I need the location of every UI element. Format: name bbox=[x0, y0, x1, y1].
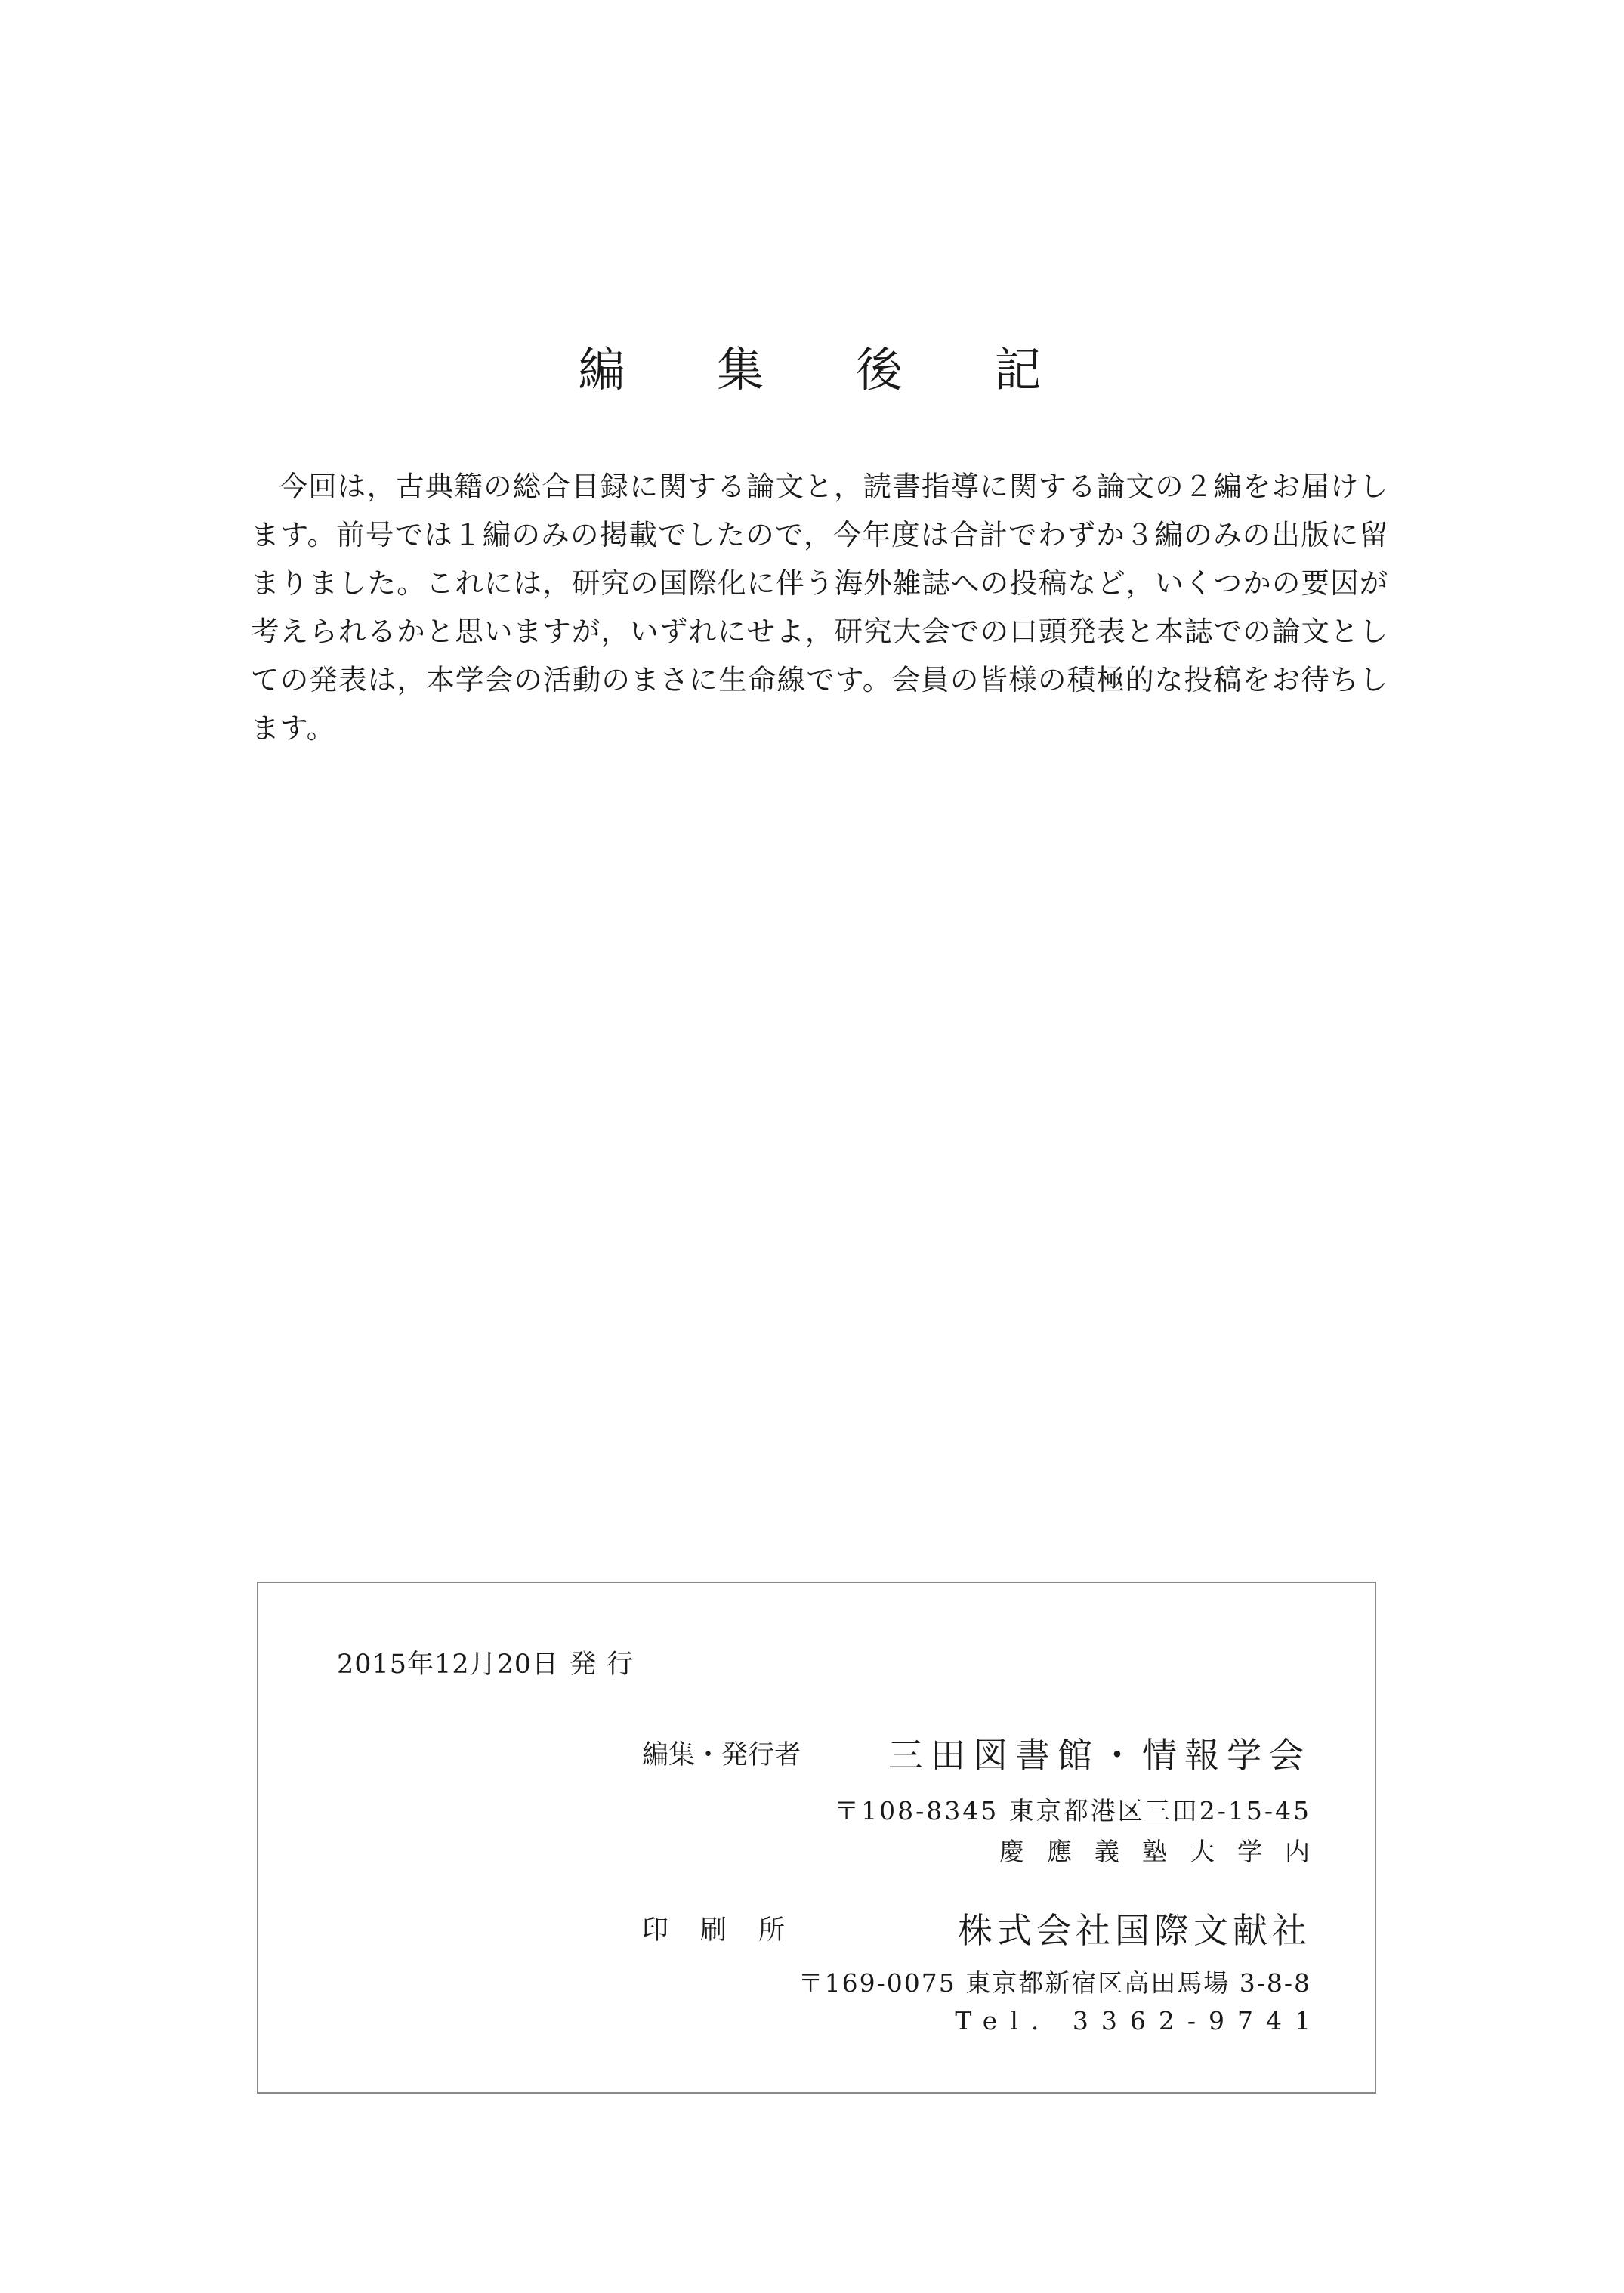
publisher-label: 編集・発行者 bbox=[642, 1740, 801, 1770]
printer-phone: Tel. 3362-9741 bbox=[955, 2006, 1323, 2035]
publisher-address: 〒108-8345 東京都港区三田2-15-45 bbox=[834, 1796, 1311, 1825]
issue-word: 発行 bbox=[570, 1650, 644, 1680]
printer-address: 〒169-0075 東京都新宿区高田馬場 3-8-8 bbox=[798, 1968, 1311, 1998]
page-title: 編 集 後 記 bbox=[578, 342, 1046, 397]
printer-name: 株式会社国際文献社 bbox=[958, 1910, 1311, 1951]
publisher-address-institution: 慶應義塾大学内 bbox=[999, 1837, 1332, 1866]
issue-date-line bbox=[337, 1643, 644, 1681]
printer-label: 印刷所 bbox=[642, 1915, 817, 1946]
issue-date: 2015年12月20日 bbox=[337, 1650, 560, 1680]
editorial-note-paragraph: 今回は，古典籍の総合目録に関する論文と，読書指導に関する論文の２編をお届けします。前号では１編のみの掲載でしたので，今年度は合計でわずか３編のみの出版に留まりました。これには，研究の国際化に伴う海外雑誌への投稿など，いくつかの要因が考えられるかと思いますが，いずれにせよ，研究大会での口頭発表と本誌での論文としての発表は，本学会の活動のまさに生命線です。会員の皆様の積極的な投稿をお待ちします。 bbox=[251, 470, 1388, 745]
colophon-box bbox=[257, 1582, 1376, 2094]
publisher-name: 三田図書館・情報学会 bbox=[888, 1735, 1311, 1776]
